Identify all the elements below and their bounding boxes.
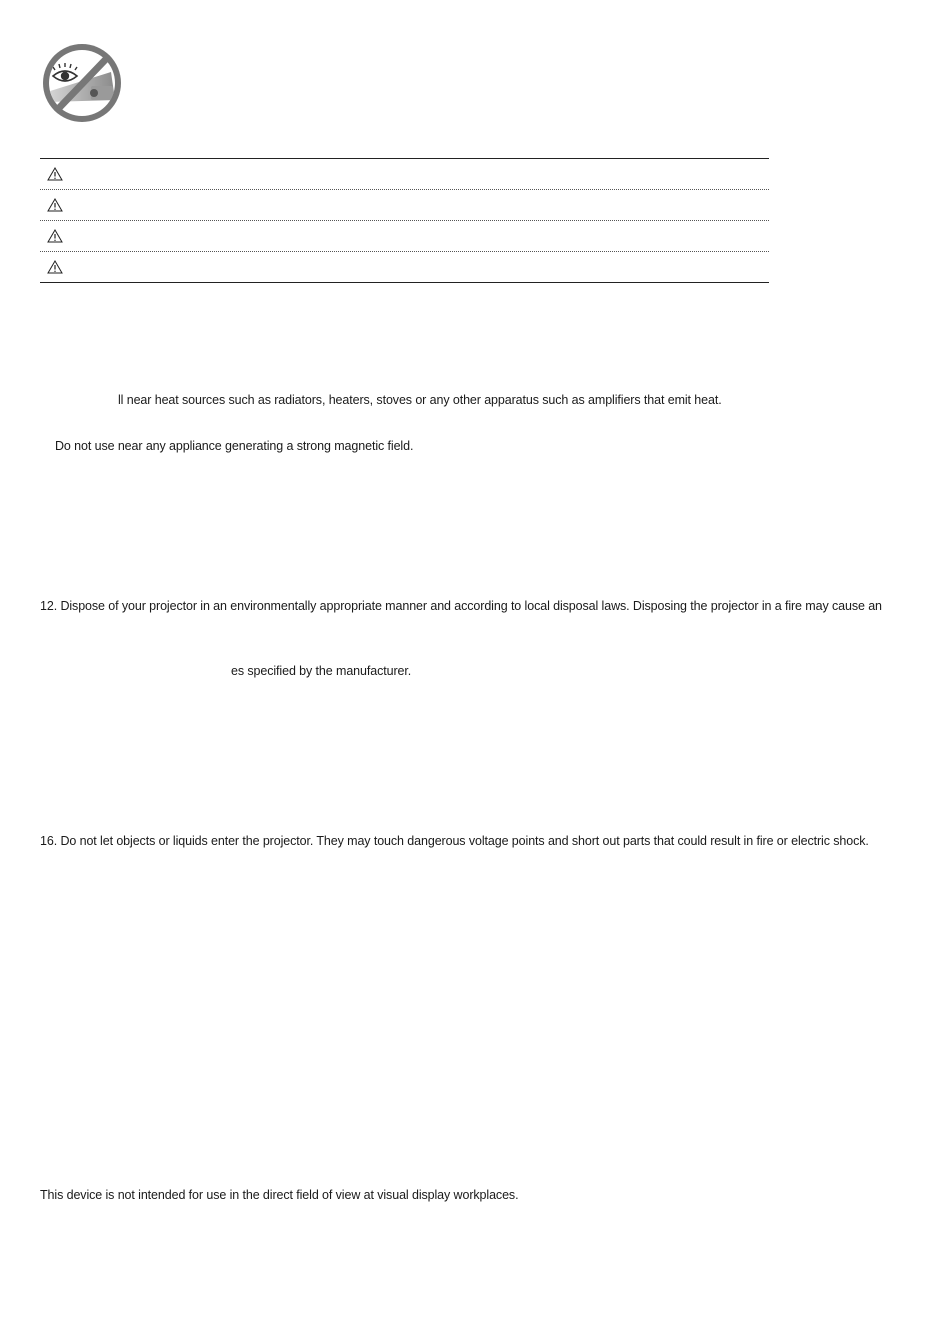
magnetic-field-text: Do not use near any appliance generating a strong magnetic field. <box>55 439 414 453</box>
no-viewing-projector-beam-icon <box>41 42 123 124</box>
field-of-view-text: This device is not intended for use in the direct field of view at visual display workplaces. <box>40 1188 519 1202</box>
warning-row <box>40 221 769 252</box>
warning-row <box>40 190 769 221</box>
dispose-text: 12. Dispose of your projector in an environmentally appropriate manner and according to local disposal laws. Disposing the projector in a fire may cause an <box>40 599 882 613</box>
warning-row <box>40 252 769 282</box>
warning-triangle-icon <box>47 198 63 212</box>
objects-liquids-text: 16. Do not let objects or liquids enter the projector. They may touch dangerous voltage points and short out parts that could result in fire or electric shock. <box>40 834 869 848</box>
warning-triangle-icon <box>47 167 63 181</box>
warning-triangle-icon <box>47 229 63 243</box>
manufacturer-text: es specified by the manufacturer. <box>231 664 412 678</box>
warning-table <box>40 158 769 283</box>
heat-sources-text: ll near heat sources such as radiators, heaters, stoves or any other apparatus such as amplifiers that emit heat. <box>118 393 722 407</box>
warning-row <box>40 159 769 190</box>
warning-triangle-icon <box>47 260 63 274</box>
